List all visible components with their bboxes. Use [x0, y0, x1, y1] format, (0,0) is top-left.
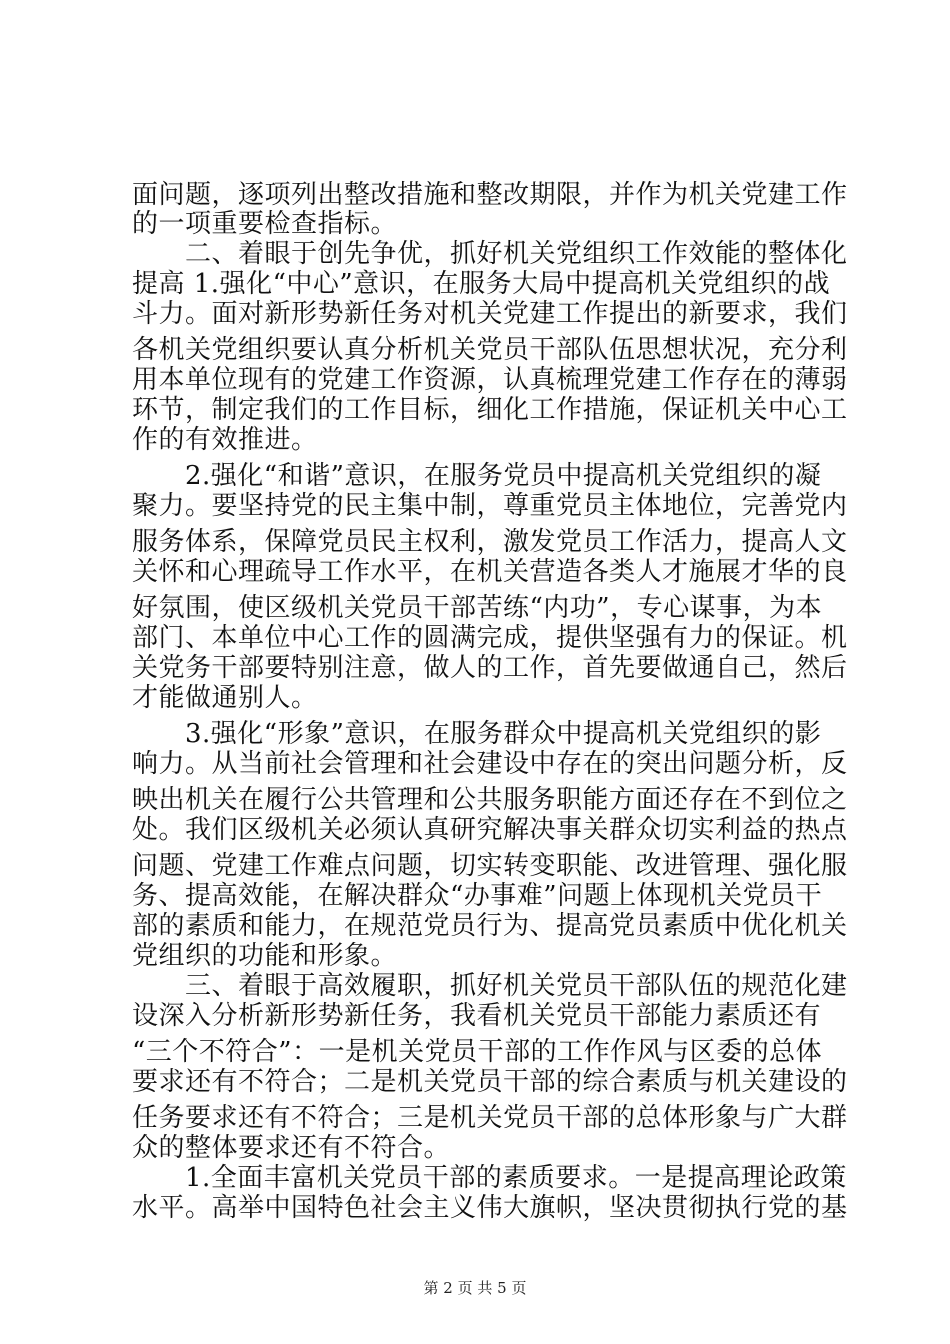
body-text-line: 设深入分析新形势新任务，我看机关党员干部能力素质还有	[132, 1001, 822, 1031]
body-text-line: 党组织的功能和形象。	[132, 941, 398, 971]
body-text-line: “三个不符合”：一是机关党员干部的工作作风与区委的总体	[132, 1037, 823, 1067]
body-text-line: 要求还有不符合；二是机关党员干部的综合素质与机关建设的	[132, 1067, 848, 1097]
body-text-line: 关党务干部要特别注意，做人的工作，首先要做通自己，然后	[132, 653, 848, 683]
body-text-line: 作的有效推进。	[132, 425, 318, 455]
body-text-line: 映出机关在履行公共管理和公共服务职能方面还存在不到位之	[132, 785, 848, 815]
body-text-line: 务、提高效能，在解决群众“办事难”问题上体现机关党员干	[132, 881, 823, 911]
body-text-line: 处。我们区级机关必须认真研究解决事关群众切实利益的热点	[132, 815, 848, 845]
body-text-line: 响力。从当前社会管理和社会建设中存在的突出问题分析，反	[132, 749, 848, 779]
body-text-line: 才能做通别人。	[132, 683, 318, 713]
body-text-line: 部的素质和能力，在规范党员行为、提高党员素质中优化机关	[132, 911, 848, 941]
body-text-line: 好氛围，使区级机关党员干部苦练“内功”，专心谋事，为本	[132, 593, 823, 623]
body-text-line: 面问题，逐项列出整改措施和整改期限，并作为机关党建工作	[132, 180, 848, 210]
body-text-line: 的一项重要检查指标。	[132, 209, 398, 239]
body-text-line: 聚力。要坚持党的民主集中制，尊重党员主体地位，完善党内	[132, 491, 848, 521]
body-text-line: 2.强化“和谐”意识，在服务党员中提高机关党组织的凝	[132, 461, 822, 491]
body-text-line: 水平。高举中国特色社会主义伟大旗帜，坚决贯彻执行党的基	[132, 1193, 848, 1223]
body-text-line: 问题、党建工作难点问题，切实转变职能、改进管理、强化服	[132, 851, 848, 881]
body-text-line: 提高 1.强化“中心”意识，在服务大局中提高机关党组织的战	[132, 269, 831, 299]
body-text-line: 环节，制定我们的工作目标，细化工作措施，保证机关中心工	[132, 395, 848, 425]
body-text-line: 1.全面丰富机关党员干部的素质要求。一是提高理论政策	[132, 1163, 847, 1193]
body-text-line: 关怀和心理疏导工作水平，在机关营造各类人才施展才华的良	[132, 557, 848, 587]
body-text-line: 3.强化“形象”意识，在服务群众中提高机关党组织的影	[132, 719, 822, 749]
body-text-line: 服务体系，保障党员民主权利，激发党员工作活力，提高人文	[132, 527, 848, 557]
body-text-line: 部门、本单位中心工作的圆满完成，提供坚强有力的保证。机	[132, 623, 848, 653]
body-text-line: 斗力。面对新形势新任务对机关党建工作提出的新要求，我们	[132, 299, 848, 329]
body-text-line: 用本单位现有的党建工作资源，认真梳理党建工作存在的薄弱	[132, 365, 848, 395]
body-text-line: 二、着眼于创先争优，抓好机关党组织工作效能的整体化	[132, 239, 848, 269]
body-text-line: 三、着眼于高效履职，抓好机关党员干部队伍的规范化建	[132, 971, 848, 1001]
body-text-line: 各机关党组织要认真分析机关党员干部队伍思想状况，充分利	[132, 335, 848, 365]
body-text-line: 任务要求还有不符合；三是机关党员干部的总体形象与广大群	[132, 1103, 848, 1133]
page-number-footer: 第 2 页 共 5 页	[423, 1279, 527, 1297]
body-text-line: 众的整体要求还有不符合。	[132, 1133, 451, 1163]
